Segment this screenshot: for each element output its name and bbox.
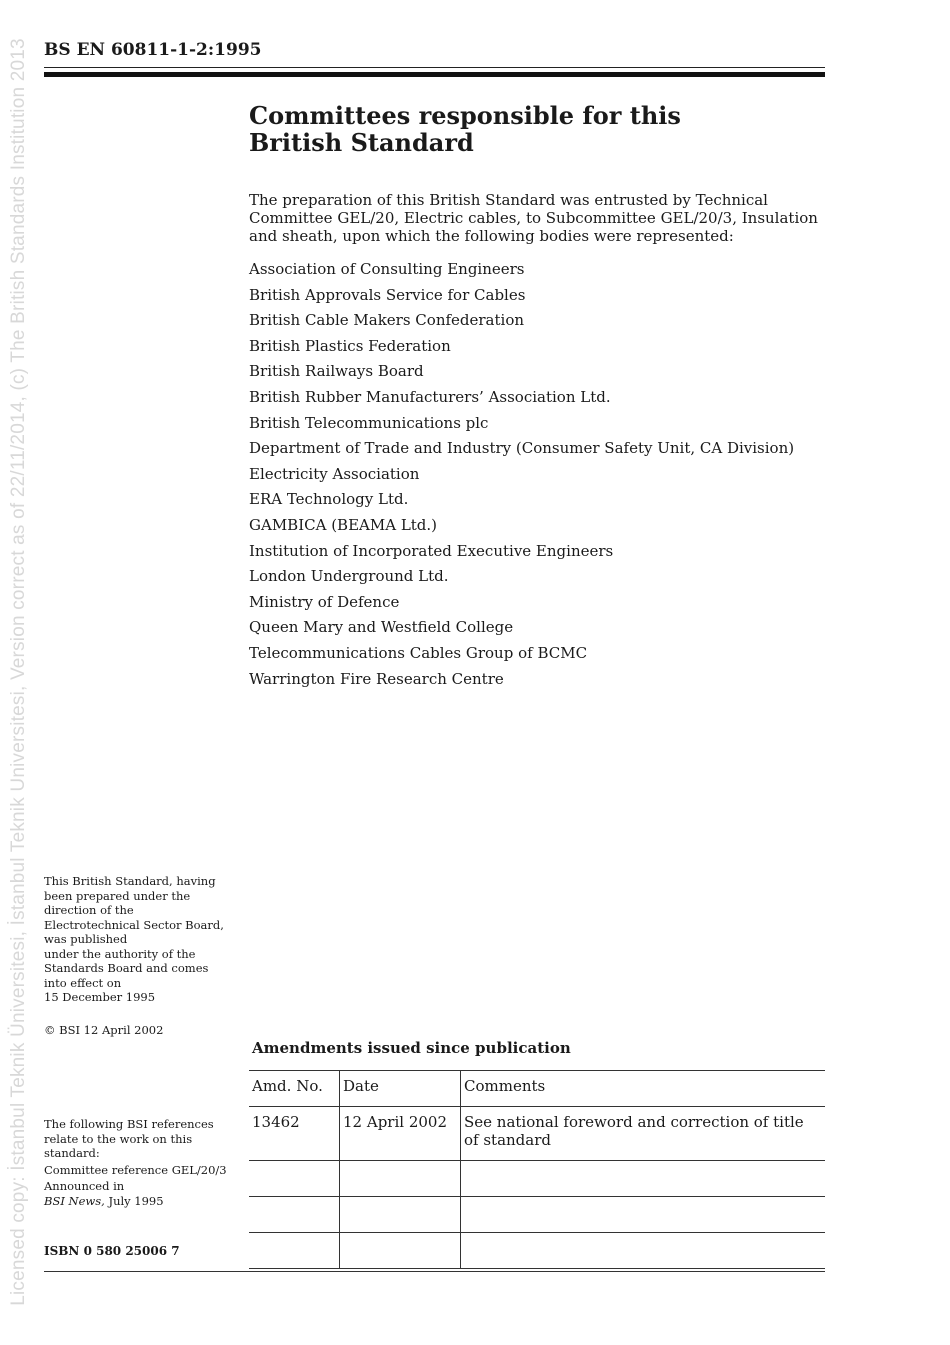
list-item: British Telecommunications plc xyxy=(249,413,489,432)
list-item: Association of Consulting Engineers xyxy=(249,260,525,278)
publication-note xyxy=(44,874,234,1005)
title-line-2: British Standard xyxy=(249,128,474,157)
table-header-row xyxy=(249,1071,825,1107)
amendments-table xyxy=(249,1070,825,1269)
committee-reference: Committee reference GEL/20/3 xyxy=(44,1162,227,1177)
document-id: BS EN 60811-1-2:1995 xyxy=(44,40,262,60)
references-line: standard: xyxy=(44,1146,100,1160)
table-row xyxy=(249,1107,825,1161)
header-rule-thick xyxy=(44,72,825,77)
publication-line: 15 December 1995 xyxy=(44,990,156,1004)
references-line: The following BSI references xyxy=(44,1117,214,1131)
table-cell xyxy=(249,1197,340,1233)
table-row xyxy=(249,1197,825,1233)
list-item: GAMBICA (BEAMA Ltd.) xyxy=(249,515,438,534)
list-item: British Approvals Service for Cables xyxy=(249,285,526,304)
news-date: July 1995 xyxy=(104,1193,164,1208)
list-item: Institution of Incorporated Executive Engineers xyxy=(249,541,614,560)
list-item: British Cable Makers Confederation xyxy=(249,311,525,330)
publication-line: under the authority of the xyxy=(44,946,196,961)
table-cell xyxy=(461,1233,826,1269)
bodies-list xyxy=(249,258,794,693)
publication-line: Standards Board and comes xyxy=(44,961,209,975)
list-item: Department of Trade and Industry (Consumer Safety Unit, CA Division) xyxy=(249,439,795,458)
list-item: Electricity Association xyxy=(249,464,420,483)
table-row xyxy=(249,1233,825,1269)
table-cell: 12 April 2002 xyxy=(340,1107,461,1161)
list-item: British Railways Board xyxy=(249,362,424,381)
list-item: ERA Technology Ltd. xyxy=(249,490,409,509)
list-item: Warrington Fire Research Centre xyxy=(249,669,504,688)
column-header: Comments xyxy=(461,1071,826,1107)
news-title: BSI News, xyxy=(44,1193,105,1208)
list-item: Ministry of Defence xyxy=(249,592,400,611)
table-cell xyxy=(461,1161,826,1197)
publication-line: This British Standard, having xyxy=(44,874,216,888)
watermark xyxy=(0,0,38,1345)
table-cell xyxy=(340,1233,461,1269)
list-item: Queen Mary and Westfield College xyxy=(249,618,514,637)
table-cell xyxy=(340,1161,461,1197)
table-cell xyxy=(249,1161,340,1197)
table-cell: See national foreword and correction of title of standard xyxy=(461,1107,826,1161)
copyright-note: © BSI 12 April 2002 xyxy=(44,1023,164,1037)
list-item: Telecommunications Cables Group of BCMC xyxy=(249,643,588,662)
isbn: ISBN 0 580 25006 7 xyxy=(44,1244,180,1258)
column-header: Date xyxy=(340,1071,461,1107)
publication-line: into effect on xyxy=(44,975,122,990)
table-cell xyxy=(340,1197,461,1233)
table-cell xyxy=(249,1233,340,1269)
publication-line: direction of the xyxy=(44,903,134,917)
column-header: Amd. No. xyxy=(249,1071,340,1107)
intro-paragraph: The preparation of this British Standard was entrusted by Technical Committee GEL/20, Electric cables, to Subcommittee GEL/20/3, Insulation and sheath, upon which the following bodies were represented: xyxy=(249,191,818,245)
announced-source xyxy=(44,1194,234,1209)
publication-line: been prepared under the xyxy=(44,888,191,903)
list-item: London Underground Ltd. xyxy=(249,567,449,586)
list-item: British Plastics Federation xyxy=(249,336,451,355)
footer-rule xyxy=(44,1271,825,1272)
title-line-1: Committees responsible for this xyxy=(249,101,681,130)
table-row xyxy=(249,1161,825,1197)
references-line: relate to the work on this xyxy=(44,1131,193,1146)
page-title xyxy=(249,102,681,156)
list-item: British Rubber Manufacturers’ Association Ltd. xyxy=(249,387,611,406)
watermark-text: Licensed copy: İstanbul Teknik Üniversitesi, İstanbul Teknik Universitesi, Version correct as of 22/11/2014, (c) The British Standards Institution 2013 xyxy=(8,38,29,1306)
amendments-heading: Amendments issued since publication xyxy=(252,1039,571,1057)
table-cell xyxy=(461,1197,826,1233)
publication-line: Electrotechnical Sector Board, xyxy=(44,917,224,932)
publication-line: was published xyxy=(44,932,128,946)
table-cell: 13462 xyxy=(249,1107,340,1161)
header-rule-thin xyxy=(44,67,825,68)
references-note xyxy=(44,1117,234,1208)
announced-label: Announced in xyxy=(44,1179,125,1193)
